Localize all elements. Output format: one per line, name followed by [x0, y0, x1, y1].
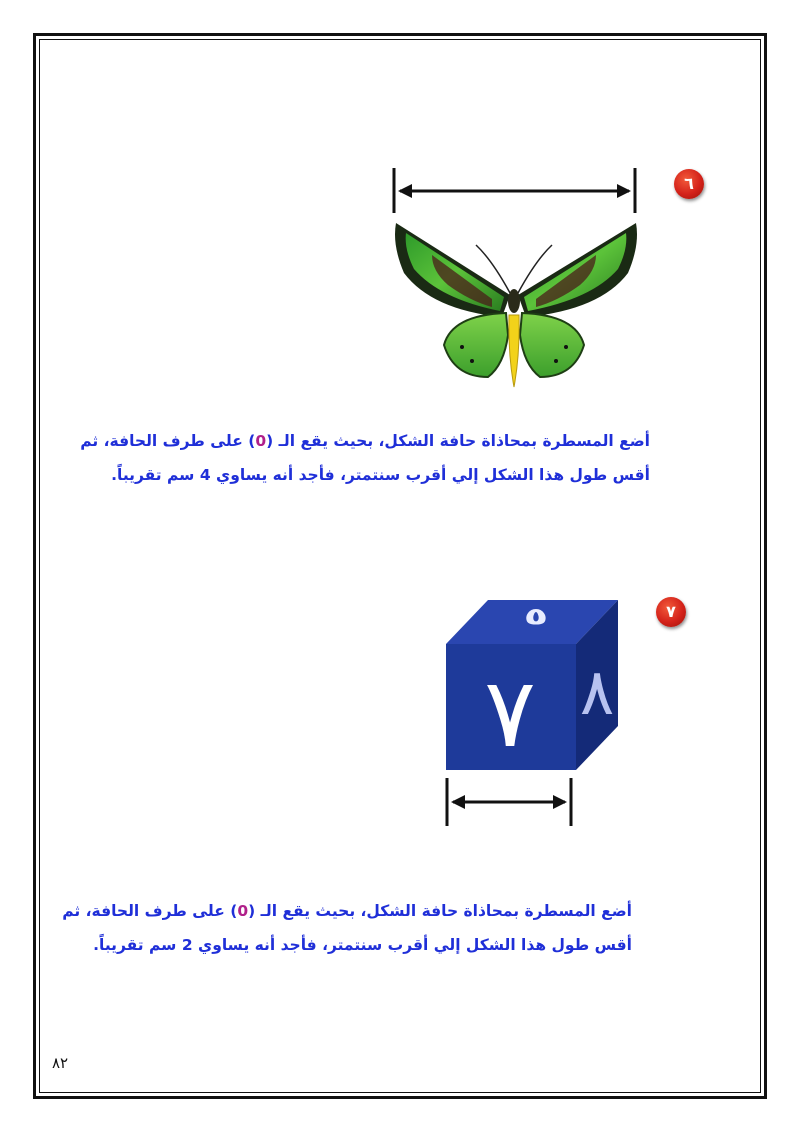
instruction-line-1: أضع المسطرة بمحاذاة حافة الشكل، بحيث يقع الـ (0) على طرف الحافة، ثم — [62, 902, 632, 920]
instruction-line-2: أقس طول هذا الشكل إلي أقرب سنتمتر، فأجد أنه يساوي 4 سم تقريباً. — [111, 466, 650, 484]
instruction-line-2: أقس طول هذا الشكل إلي أقرب سنتمتر، فأجد أنه يساوي 2 سم تقريباً. — [93, 936, 632, 954]
exercise-number: ٦ — [684, 174, 694, 193]
exercise-number: ٧ — [666, 602, 676, 621]
page-number: ٨٢ — [52, 1054, 69, 1072]
cube-front-digit: ٧ — [484, 657, 536, 769]
cube-side-digit: ٨ — [579, 656, 615, 730]
exercise-instruction — [62, 894, 632, 962]
cube-top-digit: ٥ — [523, 601, 549, 631]
zero-highlight: 0 — [237, 902, 249, 920]
zero-highlight: 0 — [255, 432, 267, 450]
instruction-line-1: أضع المسطرة بمحاذاة حافة الشكل، بحيث يقع الـ (0) على طرف الحافة، ثم — [80, 432, 650, 450]
